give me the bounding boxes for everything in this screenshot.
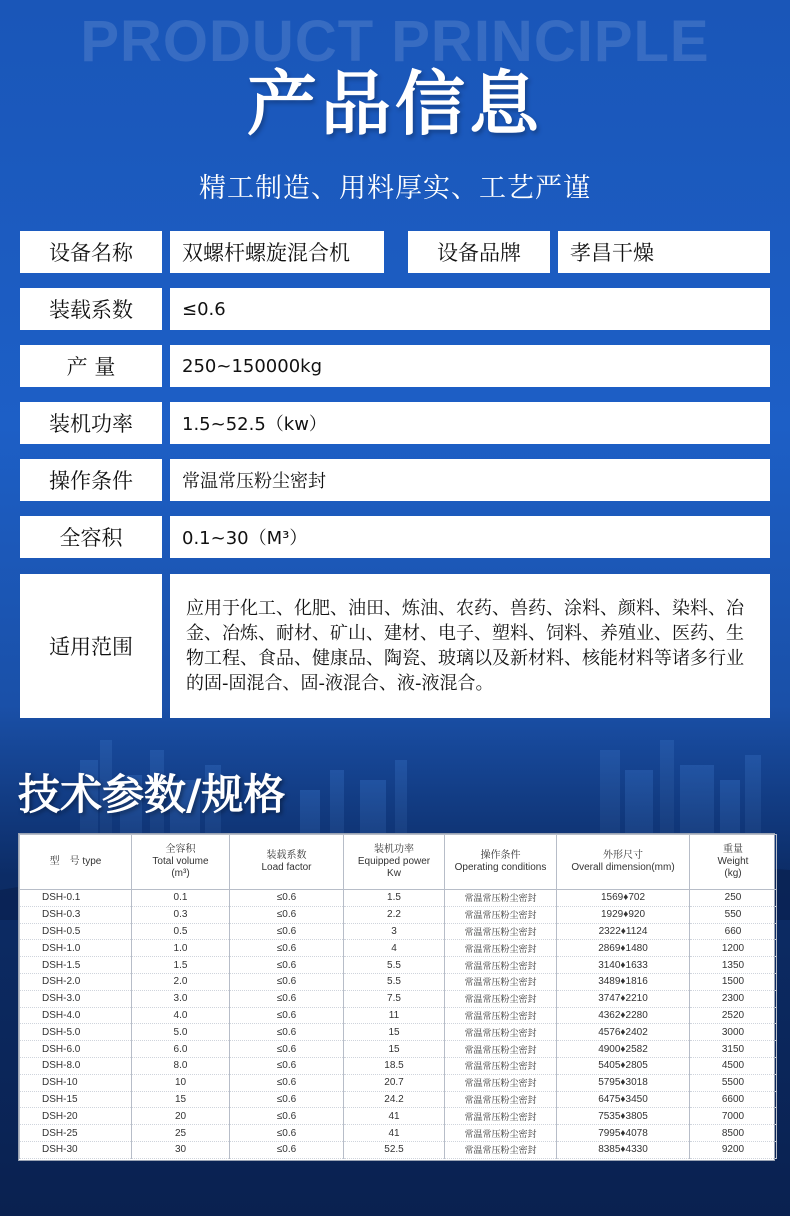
cell-volume: 10: [132, 1074, 230, 1091]
cell-operating-conditions: 常温常压粉尘密封: [445, 973, 557, 990]
cell-volume: 3.0: [132, 990, 230, 1007]
cell-volume: 1.0: [132, 940, 230, 957]
cell-model: DSH-10: [20, 1074, 132, 1091]
cell-dimension: 3489♦1816: [557, 973, 690, 990]
cell-volume: 20: [132, 1108, 230, 1125]
watermark-heading: PRODUCT PRINCIPLE: [80, 9, 710, 74]
cell-load-factor: ≤0.6: [230, 940, 344, 957]
cell-volume: 0.3: [132, 906, 230, 923]
value-output: 250~150000kg: [170, 345, 770, 387]
cell-weight: 5500: [690, 1074, 777, 1091]
table-row: [20, 1074, 777, 1091]
label-application-scope: 适用范围: [20, 574, 162, 718]
table-row: [20, 923, 777, 940]
cell-dimension: 6475♦3450: [557, 1091, 690, 1108]
cell-power: 24.2: [344, 1091, 445, 1108]
cell-operating-conditions: 常温常压粉尘密封: [445, 1091, 557, 1108]
cell-weight: 550: [690, 906, 777, 923]
cell-volume: 25: [132, 1125, 230, 1142]
label-operating-condition: 操作条件: [20, 459, 162, 501]
cell-model: DSH-8.0: [20, 1057, 132, 1074]
label-device-name: 设备名称: [20, 231, 162, 273]
cell-model: DSH-5.0: [20, 1024, 132, 1041]
header-load-factor: 装载系数 Load factor: [230, 835, 344, 890]
cell-power: 15: [344, 1041, 445, 1058]
cell-power: 11: [344, 1007, 445, 1024]
cell-volume: 2.0: [132, 973, 230, 990]
cell-dimension: 7995♦4078: [557, 1125, 690, 1142]
cell-operating-conditions: 常温常压粉尘密封: [445, 1007, 557, 1024]
cell-weight: 3150: [690, 1041, 777, 1058]
cell-load-factor: ≤0.6: [230, 1108, 344, 1125]
cell-dimension: 7535♦3805: [557, 1108, 690, 1125]
cell-power: 20.7: [344, 1074, 445, 1091]
value-total-volume: 0.1~30（M³）: [170, 516, 770, 558]
cell-load-factor: ≤0.6: [230, 1074, 344, 1091]
header-weight: 重量 Weight (kg): [690, 835, 777, 890]
cell-volume: 5.0: [132, 1024, 230, 1041]
spec-section-title: 技术参数/规格: [18, 770, 286, 819]
spec-table-header: [20, 835, 777, 890]
cell-volume: 8.0: [132, 1057, 230, 1074]
page-subtitle: 精工制造、用料厚实、工艺严谨: [199, 173, 591, 204]
cell-model: DSH-4.0: [20, 1007, 132, 1024]
cell-load-factor: ≤0.6: [230, 1091, 344, 1108]
cell-weight: 4500: [690, 1057, 777, 1074]
value-load-factor: ≤0.6: [170, 288, 770, 330]
cell-dimension: 4900♦2582: [557, 1041, 690, 1058]
cell-power: 18.5: [344, 1057, 445, 1074]
cell-load-factor: ≤0.6: [230, 1024, 344, 1041]
cell-model: DSH-30: [20, 1141, 132, 1158]
cell-operating-conditions: 常温常压粉尘密封: [445, 940, 557, 957]
cell-model: DSH-0.1: [20, 890, 132, 907]
value-device-name: 双螺杆螺旋混合机: [170, 231, 384, 273]
cell-volume: 0.1: [132, 890, 230, 907]
cell-power: 7.5: [344, 990, 445, 1007]
cell-model: DSH-0.5: [20, 923, 132, 940]
cell-weight: 3000: [690, 1024, 777, 1041]
cell-load-factor: ≤0.6: [230, 1041, 344, 1058]
cell-load-factor: ≤0.6: [230, 990, 344, 1007]
cell-operating-conditions: 常温常压粉尘密封: [445, 1024, 557, 1041]
cell-weight: 2520: [690, 1007, 777, 1024]
value-application-scope: 应用于化工、化肥、油田、炼油、农药、兽药、涂料、颜料、染料、冶金、冶炼、耐材、矿山、建材、电子、塑料、饲料、养殖业、医药、生物工程、食品、健康品、陶瓷、玻璃以及新材料、核能材料等诸多行业的固-固混合、固-液混合、液-液混合。: [170, 574, 770, 718]
cell-model: DSH-3.0: [20, 990, 132, 1007]
cell-dimension: 8385♦4330: [557, 1141, 690, 1158]
cell-model: DSH-1.5: [20, 957, 132, 974]
cell-dimension: 5405♦2805: [557, 1057, 690, 1074]
cell-power: 1.5: [344, 890, 445, 907]
cell-power: 5.5: [344, 973, 445, 990]
label-load-factor: 装载系数: [20, 288, 162, 330]
table-row: [20, 940, 777, 957]
cell-weight: 8500: [690, 1125, 777, 1142]
cell-dimension: 1929♦920: [557, 906, 690, 923]
cell-model: DSH-25: [20, 1125, 132, 1142]
cell-volume: 6.0: [132, 1041, 230, 1058]
cell-model: DSH-20: [20, 1108, 132, 1125]
table-row: [20, 1007, 777, 1024]
cell-dimension: 1569♦702: [557, 890, 690, 907]
table-row: [20, 1141, 777, 1158]
cell-weight: 1500: [690, 973, 777, 990]
cell-volume: 1.5: [132, 957, 230, 974]
label-device-brand: 设备品牌: [408, 231, 550, 273]
table-row: [20, 906, 777, 923]
cell-load-factor: ≤0.6: [230, 890, 344, 907]
cell-load-factor: ≤0.6: [230, 1007, 344, 1024]
cell-operating-conditions: 常温常压粉尘密封: [445, 906, 557, 923]
cell-weight: 250: [690, 890, 777, 907]
spec-table: [18, 833, 775, 1161]
cell-load-factor: ≤0.6: [230, 973, 344, 990]
cell-weight: 9200: [690, 1141, 777, 1158]
cell-operating-conditions: 常温常压粉尘密封: [445, 1041, 557, 1058]
header-volume: 全容积 Total volume (m³): [132, 835, 230, 890]
cell-dimension: 3140♦1633: [557, 957, 690, 974]
cell-power: 52.5: [344, 1141, 445, 1158]
cell-power: 3: [344, 923, 445, 940]
page-title: 产品信息: [247, 63, 543, 145]
cell-weight: 660: [690, 923, 777, 940]
cell-load-factor: ≤0.6: [230, 957, 344, 974]
cell-dimension: 2869♦1480: [557, 940, 690, 957]
table-row: [20, 1125, 777, 1142]
cell-power: 15: [344, 1024, 445, 1041]
cell-dimension: 4362♦2280: [557, 1007, 690, 1024]
cell-operating-conditions: 常温常压粉尘密封: [445, 1108, 557, 1125]
cell-volume: 30: [132, 1141, 230, 1158]
cell-operating-conditions: 常温常压粉尘密封: [445, 923, 557, 940]
cell-weight: 7000: [690, 1108, 777, 1125]
cell-load-factor: ≤0.6: [230, 923, 344, 940]
table-row: [20, 1041, 777, 1058]
header-dimension: 外形尺寸 Overall dimension(mm): [557, 835, 690, 890]
cell-weight: 1200: [690, 940, 777, 957]
header-operating-conditions: 操作条件 Operating conditions: [445, 835, 557, 890]
table-row: [20, 1091, 777, 1108]
cell-weight: 1350: [690, 957, 777, 974]
cell-dimension: 5795♦3018: [557, 1074, 690, 1091]
cell-power: 4: [344, 940, 445, 957]
cell-volume: 4.0: [132, 1007, 230, 1024]
cell-load-factor: ≤0.6: [230, 1125, 344, 1142]
cell-operating-conditions: 常温常压粉尘密封: [445, 890, 557, 907]
value-device-brand: 孝昌干燥: [558, 231, 770, 273]
cell-power: 5.5: [344, 957, 445, 974]
cell-model: DSH-2.0: [20, 973, 132, 990]
cell-model: DSH-15: [20, 1091, 132, 1108]
value-operating-condition: 常温常压粉尘密封: [170, 459, 770, 501]
value-power: 1.5~52.5（kw）: [170, 402, 770, 444]
cell-operating-conditions: 常温常压粉尘密封: [445, 990, 557, 1007]
header-model: 型 号 type: [20, 835, 132, 890]
cell-model: DSH-0.3: [20, 906, 132, 923]
table-row: [20, 890, 777, 907]
cell-model: DSH-1.0: [20, 940, 132, 957]
label-power: 装机功率: [20, 402, 162, 444]
cell-dimension: 4576♦2402: [557, 1024, 690, 1041]
cell-load-factor: ≤0.6: [230, 1057, 344, 1074]
cell-operating-conditions: 常温常压粉尘密封: [445, 1141, 557, 1158]
label-output: 产 量: [20, 345, 162, 387]
cell-operating-conditions: 常温常压粉尘密封: [445, 1125, 557, 1142]
label-total-volume: 全容积: [20, 516, 162, 558]
cell-operating-conditions: 常温常压粉尘密封: [445, 1057, 557, 1074]
cell-volume: 0.5: [132, 923, 230, 940]
table-row: [20, 1108, 777, 1125]
header-power: 装机功率 Equipped power Kw: [344, 835, 445, 890]
table-row: [20, 990, 777, 1007]
cell-dimension: 3747♦2210: [557, 990, 690, 1007]
cell-dimension: 2322♦1124: [557, 923, 690, 940]
cell-weight: 6600: [690, 1091, 777, 1108]
cell-model: DSH-6.0: [20, 1041, 132, 1058]
cell-load-factor: ≤0.6: [230, 906, 344, 923]
table-row: [20, 957, 777, 974]
cell-volume: 15: [132, 1091, 230, 1108]
cell-operating-conditions: 常温常压粉尘密封: [445, 957, 557, 974]
cell-power: 41: [344, 1108, 445, 1125]
table-row: [20, 973, 777, 990]
cell-power: 41: [344, 1125, 445, 1142]
cell-operating-conditions: 常温常压粉尘密封: [445, 1074, 557, 1091]
table-row: [20, 1024, 777, 1041]
cell-power: 2.2: [344, 906, 445, 923]
table-row: [20, 1057, 777, 1074]
cell-load-factor: ≤0.6: [230, 1141, 344, 1158]
cell-weight: 2300: [690, 990, 777, 1007]
